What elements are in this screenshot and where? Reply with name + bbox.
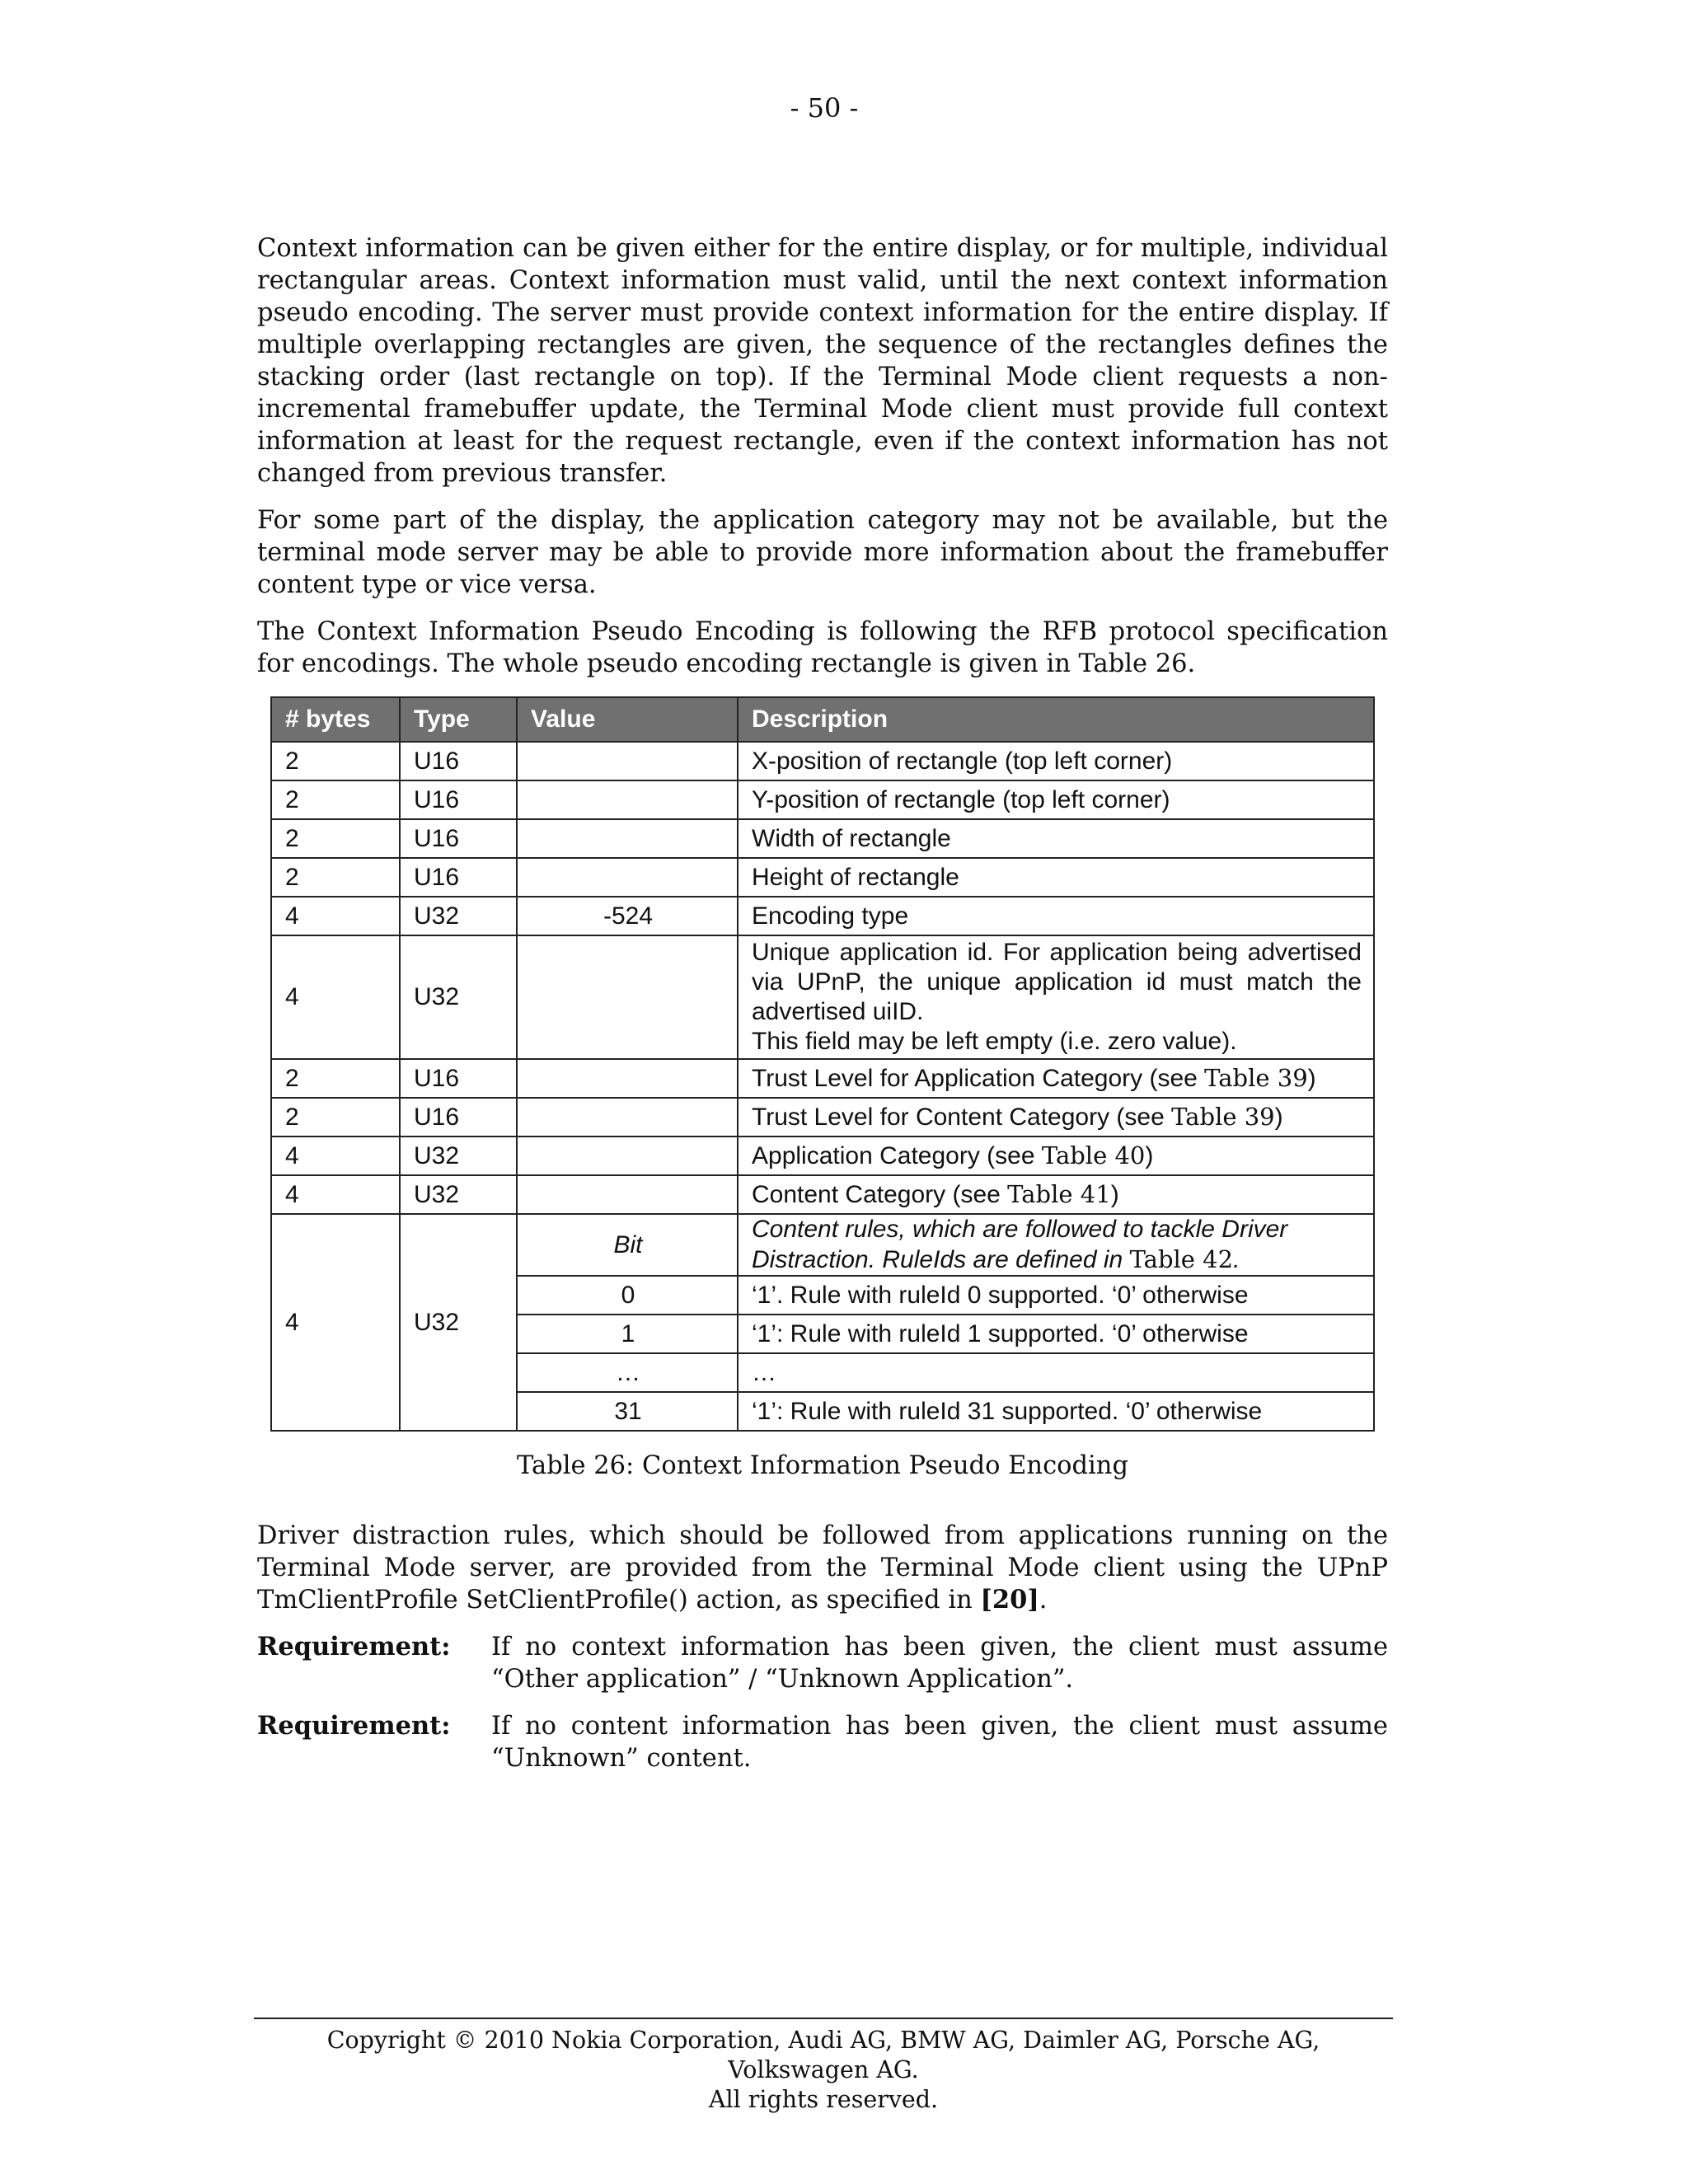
- header-bytes: # bytes: [271, 697, 400, 742]
- desc-text: Application Category (see: [752, 1142, 1042, 1169]
- pseudo-encoding-table: [270, 696, 1375, 1432]
- citation-link[interactable]: [20]: [980, 1585, 1039, 1615]
- cell-bytes: 4: [271, 1214, 400, 1431]
- table-header-row: [271, 697, 1374, 742]
- unique-id-description: Unique application id. For application being advertised via UPnP, the unique application id must match the advertised uiID.: [752, 939, 1362, 1025]
- cell-value: [517, 742, 738, 780]
- table-reference-link[interactable]: Table 42: [1129, 1245, 1234, 1273]
- cell-description: Y-position of rectangle (top left corner): [738, 780, 1374, 819]
- cell-type: U32: [400, 897, 517, 935]
- cell-bytes: 2: [271, 1098, 400, 1137]
- cell-type: U32: [400, 1214, 517, 1431]
- paragraph-application-category: For some part of the display, the application category may not be available, but the terminal mode server may be able to provide more information about the framebuffer content type or vice versa.: [257, 506, 1388, 599]
- cell-value: [517, 1059, 738, 1098]
- cell-description: Height of rectangle: [738, 858, 1374, 897]
- table-row: [271, 1137, 1374, 1175]
- cell-description: [738, 935, 1374, 1059]
- table-reference-link[interactable]: Table 41: [1007, 1180, 1111, 1208]
- cell-description: ‘1’: Rule with ruleId 31 supported. ‘0’ otherwise: [738, 1392, 1374, 1431]
- cell-bit-label: Bit: [517, 1214, 738, 1276]
- cell-type: U16: [400, 1059, 517, 1098]
- requirement-label: Requirement:: [257, 1632, 451, 1661]
- table-caption: Table 26: Context Information Pseudo Encoding: [517, 1451, 1128, 1480]
- cell-type: U16: [400, 1098, 517, 1137]
- cell-type: U16: [400, 780, 517, 819]
- cell-value: [517, 819, 738, 858]
- cell-type: U16: [400, 819, 517, 858]
- table-reference-link[interactable]: Table 39: [1204, 1064, 1308, 1092]
- cell-bit: 0: [517, 1276, 738, 1315]
- cell-description: [738, 1098, 1374, 1137]
- rights-line: All rights reserved.: [708, 2086, 939, 2113]
- cell-type: U16: [400, 858, 517, 897]
- desc-text: Content rules, which are followed to tackle Driver Distraction. RuleIds are defined in: [752, 1216, 1288, 1273]
- cell-type: U16: [400, 742, 517, 780]
- header-value: Value: [517, 697, 738, 742]
- table-row: [271, 742, 1374, 780]
- driver-para-text: Driver distraction rules, which should be followed from applications running on the Terminal Mode server, are provided from the Terminal Mode client using the UPnP TmClientProfile SetClientProfile() action, as specified in: [257, 1521, 1388, 1615]
- cell-value: [517, 1175, 738, 1214]
- driver-para-end: .: [1039, 1586, 1048, 1615]
- cell-description: …: [738, 1353, 1374, 1392]
- desc-end: ): [1110, 1181, 1119, 1208]
- table-row: [271, 1175, 1374, 1214]
- cell-bit: 31: [517, 1392, 738, 1431]
- desc-text: Content Category (see: [752, 1181, 1008, 1208]
- cell-value: [517, 780, 738, 819]
- requirement-text: If no content information has been given, the client must assume “Unknown” content.: [491, 1712, 1388, 1773]
- table-row: [271, 819, 1374, 858]
- table-row: [271, 780, 1374, 819]
- cell-bytes: 2: [271, 819, 400, 858]
- table-row: [271, 1214, 1374, 1276]
- cell-bit: 1: [517, 1315, 738, 1353]
- cell-value: [517, 858, 738, 897]
- desc-text: Trust Level for Application Category (see: [752, 1065, 1205, 1092]
- cell-bytes: 4: [271, 935, 400, 1059]
- cell-description: [738, 1214, 1374, 1276]
- requirement-text: If no context information has been given, the client must assume “Other application” / “Unknown Application”.: [491, 1633, 1388, 1694]
- cell-bytes: 4: [271, 897, 400, 935]
- table-row: [271, 1098, 1374, 1137]
- page-footer: [254, 2018, 1393, 2115]
- cell-bytes: 4: [271, 1137, 400, 1175]
- unique-id-note: This field may be left empty (i.e. zero value).: [752, 1028, 1237, 1055]
- cell-bit: …: [517, 1353, 738, 1392]
- cell-description: Encoding type: [738, 897, 1374, 935]
- desc-text: Trust Level for Content Category (see: [752, 1104, 1172, 1131]
- paragraph-driver-distraction: [257, 1520, 1388, 1616]
- cell-bytes: 4: [271, 1175, 400, 1214]
- paragraph-context-info: Context information can be given either for the entire display, or for multiple, individual rectangular areas. Context information must valid, until the next context information pseudo encoding. The server must provide context information for the entire display. If multiple overlapping rectangles are given, the sequence of the rectangles defines the stacking order (last rectangle on top). If the Terminal Mode client requests a non-incremental framebuffer update, the Terminal Mode client must provide full context information at least for the request rectangle, even if the context information has not changed from previous transfer.: [257, 234, 1388, 488]
- cell-description: X-position of rectangle (top left corner): [738, 742, 1374, 780]
- cell-value: [517, 1098, 738, 1137]
- desc-end: .: [1233, 1246, 1240, 1273]
- copyright-line: Copyright © 2010 Nokia Corporation, Audi AG, BMW AG, Daimler AG, Porsche AG, Volkswagen AG.: [326, 2027, 1320, 2083]
- cell-description: ‘1’: Rule with ruleId 1 supported. ‘0’ otherwise: [738, 1315, 1374, 1353]
- header-description: Description: [738, 697, 1374, 742]
- requirement-label: Requirement:: [257, 1711, 451, 1741]
- page-content: [257, 232, 1388, 1789]
- cell-bytes: 2: [271, 858, 400, 897]
- requirement-content: [257, 1710, 1388, 1774]
- cell-type: U32: [400, 1175, 517, 1214]
- desc-end: ): [1307, 1065, 1316, 1092]
- cell-type: U32: [400, 935, 517, 1059]
- table-reference-link[interactable]: Table 39: [1171, 1103, 1275, 1131]
- table-reference-link[interactable]: Table 40: [1041, 1141, 1146, 1169]
- cell-bytes: 2: [271, 742, 400, 780]
- table-row: [271, 935, 1374, 1059]
- cell-value: [517, 1137, 738, 1175]
- cell-value: [517, 935, 738, 1059]
- desc-end: ): [1145, 1142, 1154, 1169]
- table-row: [271, 897, 1374, 935]
- table-row: [271, 858, 1374, 897]
- cell-description: [738, 1175, 1374, 1214]
- requirement-context: [257, 1631, 1388, 1695]
- table-row: [271, 1059, 1374, 1098]
- page-number: - 50 -: [790, 92, 859, 124]
- header-type: Type: [400, 697, 517, 742]
- cell-description: [738, 1137, 1374, 1175]
- cell-bytes: 2: [271, 1059, 400, 1098]
- cell-description: ‘1’. Rule with ruleId 0 supported. ‘0’ otherwise: [738, 1276, 1374, 1315]
- cell-bytes: 2: [271, 780, 400, 819]
- cell-value: -524: [517, 897, 738, 935]
- cell-description: Width of rectangle: [738, 819, 1374, 858]
- desc-end: ): [1274, 1104, 1283, 1131]
- paragraph-pseudo-encoding: The Context Information Pseudo Encoding is following the RFB protocol specification for encodings. The whole pseudo encoding rectangle is given in Table 26.: [257, 617, 1388, 678]
- cell-description: [738, 1059, 1374, 1098]
- cell-type: U32: [400, 1137, 517, 1175]
